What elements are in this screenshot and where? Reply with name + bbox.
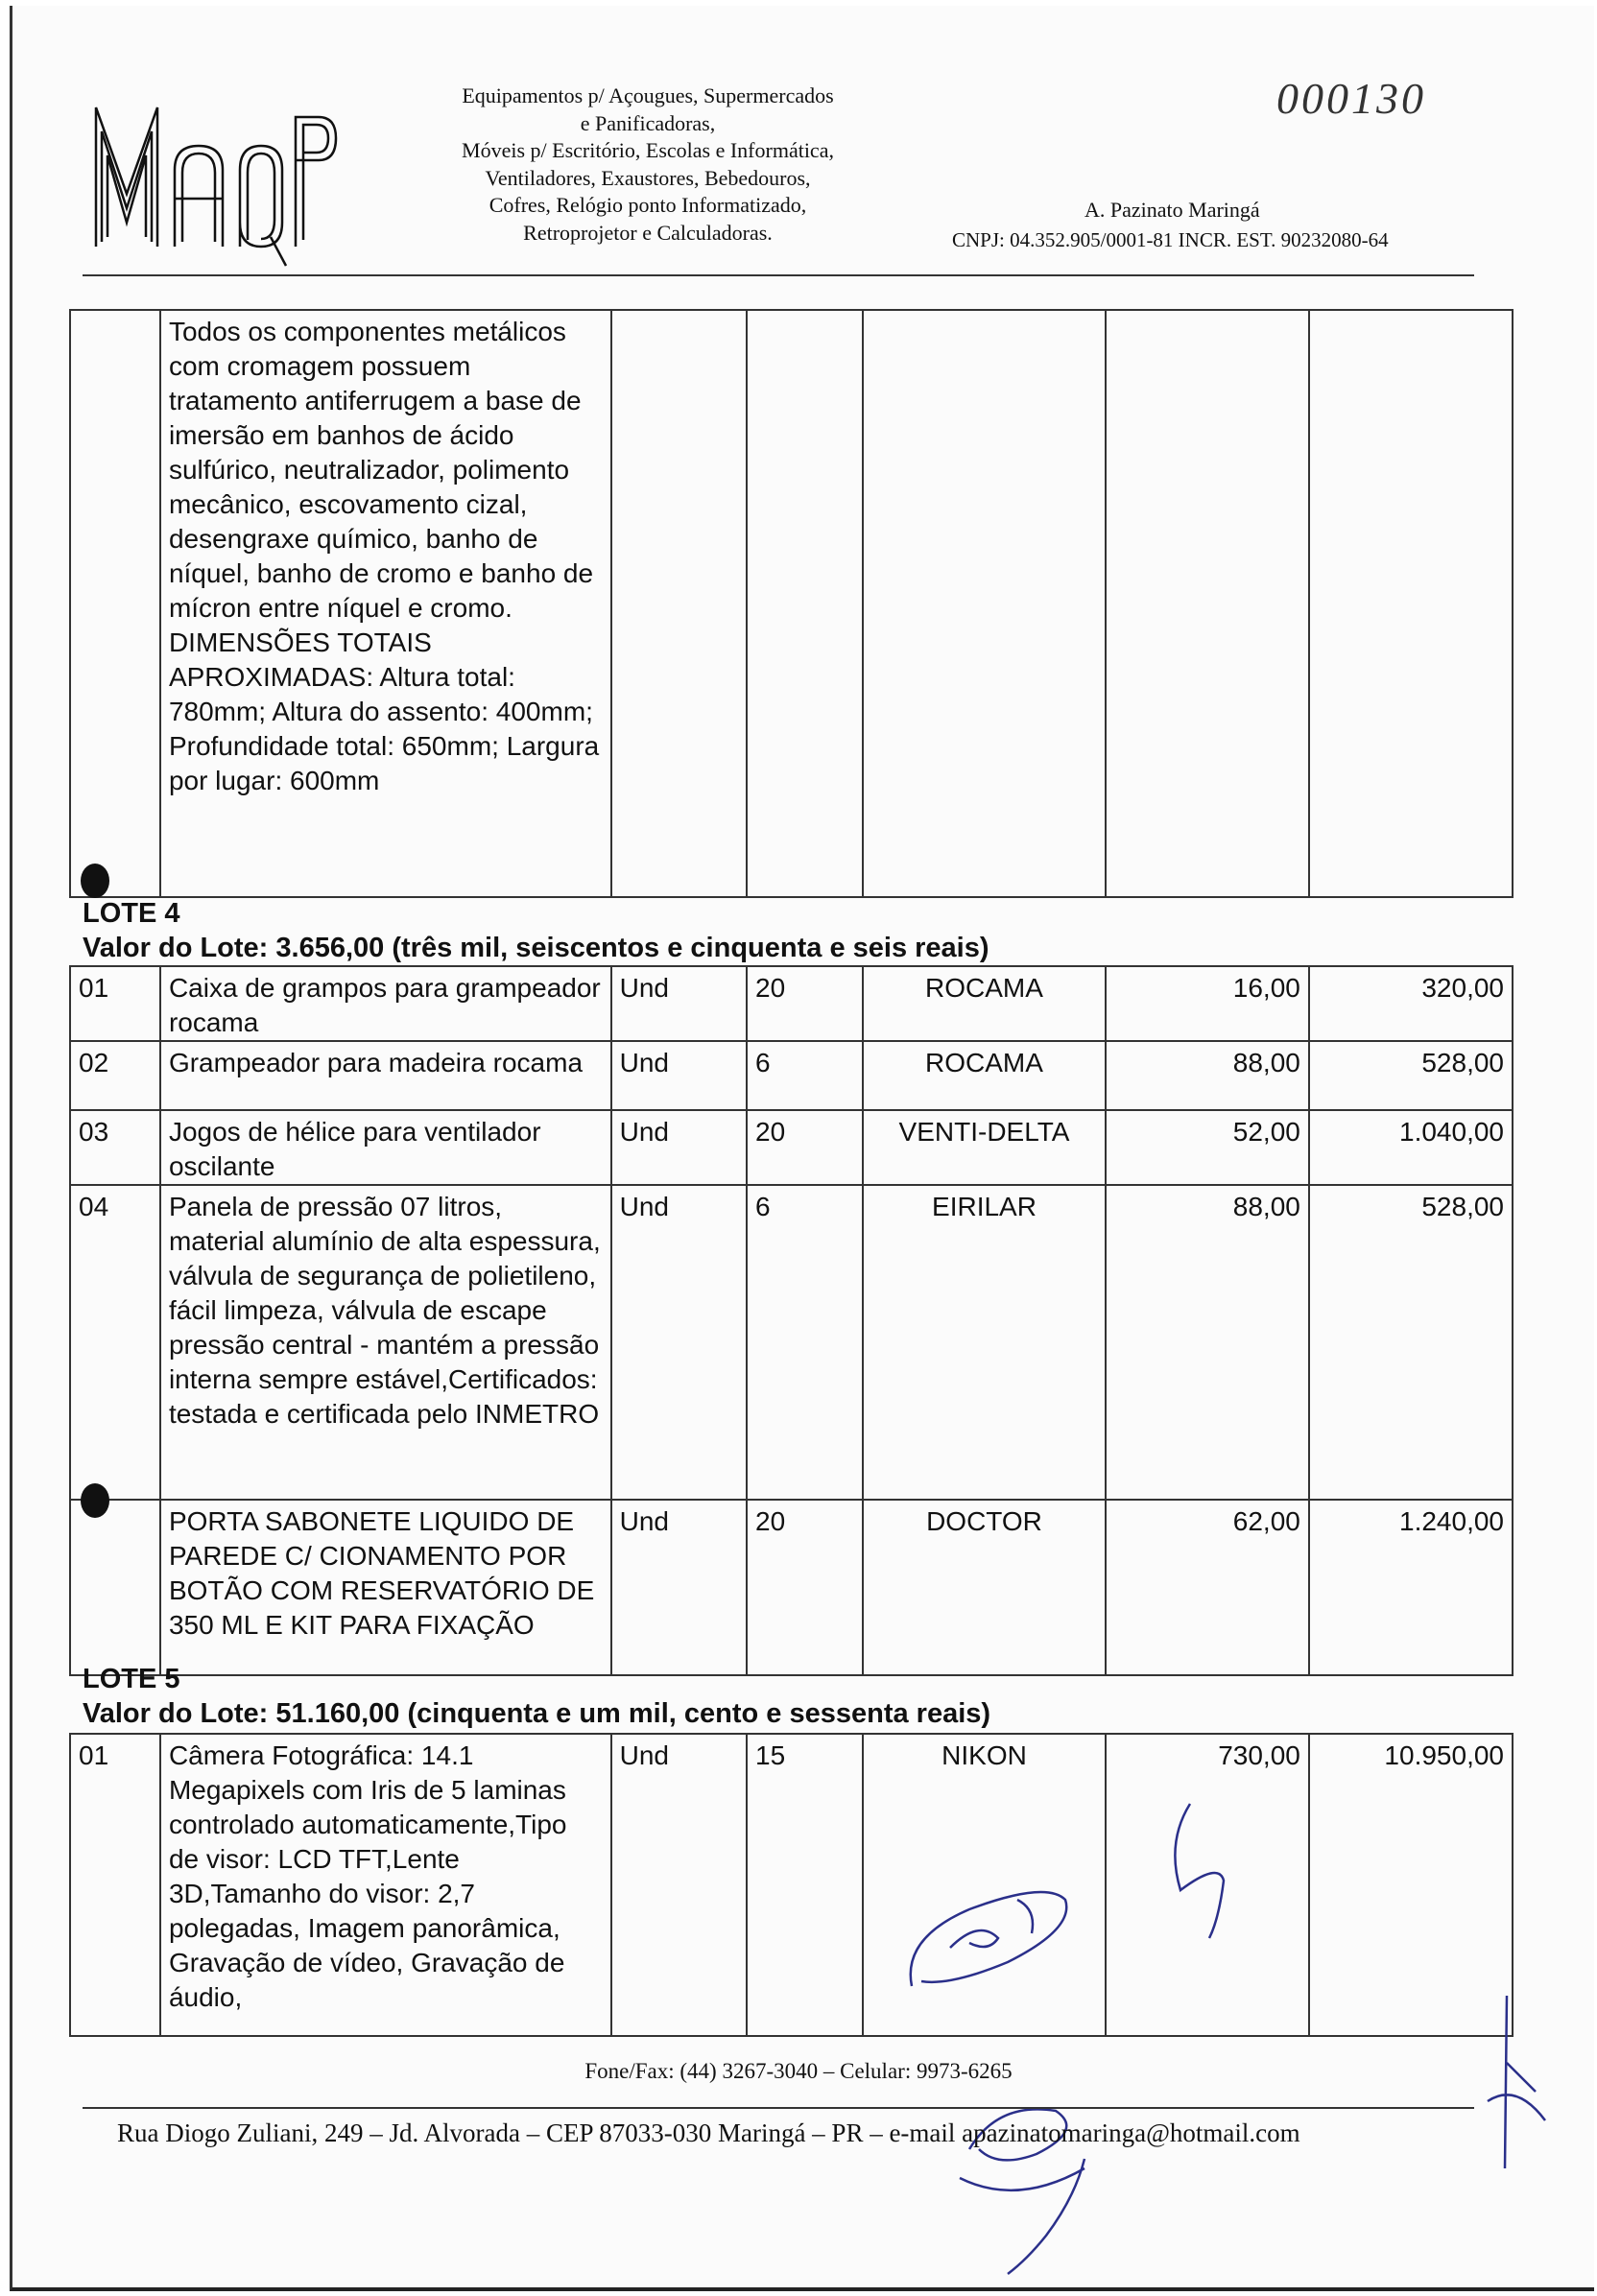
table-row: [70, 1110, 1513, 1185]
total-cell: 528,00: [1309, 1185, 1513, 1500]
brand-cell: [863, 310, 1106, 897]
total-cell: 1.240,00: [1309, 1500, 1513, 1675]
unit-cell: [611, 310, 747, 897]
table-row: [70, 310, 1513, 897]
handwritten-initials: [893, 1785, 1296, 2015]
continued-item-table: [69, 309, 1514, 898]
lot-4-title: LOTE 4: [83, 898, 180, 929]
qty-cell: 6: [747, 1041, 863, 1110]
brand-cell: DOCTOR: [863, 1500, 1106, 1675]
brand-cell: ROCAMA: [863, 966, 1106, 1041]
signature-stroke: [1175, 1804, 1224, 1938]
qty-cell: 15: [747, 1734, 863, 2036]
table-row: [70, 1185, 1513, 1500]
unit-cell: Und: [611, 1110, 747, 1185]
document-number: 000130: [1276, 74, 1426, 123]
table-row: [70, 1500, 1513, 1675]
company-owner: A. Pazinato Maringá: [1085, 198, 1260, 222]
unit-price-cell: 16,00: [1106, 966, 1309, 1041]
company-description: [413, 83, 883, 247]
item-number-cell: [70, 310, 160, 897]
total-cell: 320,00: [1309, 966, 1513, 1041]
brand-cell: VENTI-DELTA: [863, 1110, 1106, 1185]
lot-5-table: [69, 1733, 1514, 2037]
brand-cell: ROCAMA: [863, 1041, 1106, 1110]
table-row: [70, 1041, 1513, 1110]
punch-hole-mark: [81, 864, 109, 898]
maqpaz-logo-graphic: [88, 79, 340, 271]
unit-cell: Und: [611, 966, 747, 1041]
punch-hole-mark: [81, 1483, 109, 1518]
item-number-cell: 04: [70, 1185, 160, 1500]
company-line: Equipamentos p/ Açougues, Supermercados: [462, 83, 834, 107]
company-line: Móveis p/ Escritório, Escolas e Informática,: [462, 138, 834, 162]
unit-price-cell: 88,00: [1106, 1185, 1309, 1500]
unit-cell: Und: [611, 1500, 747, 1675]
unit-cell: Und: [611, 1734, 747, 2036]
qty-cell: [747, 310, 863, 897]
footer-phone: Fone/Fax: (44) 3267-3040 – Celular: 9973-6265: [584, 2059, 1013, 2083]
table-row: [70, 966, 1513, 1041]
lot-4-value: Valor do Lote: 3.656,00 (três mil, seiscentos e cinquenta e seis reais): [83, 933, 989, 963]
item-number-cell: 01: [70, 1734, 160, 2036]
header-divider: [83, 274, 1474, 276]
total-cell: 1.040,00: [1309, 1110, 1513, 1185]
item-number-cell: 01: [70, 966, 160, 1041]
footer-divider: [83, 2107, 1474, 2109]
qty-cell: 20: [747, 1500, 863, 1675]
item-description-cell: Caixa de grampos para grampeador rocama: [160, 966, 611, 1041]
lot-5-value: Valor do Lote: 51.160,00 (cinquenta e um mil, cento e sessenta reais): [83, 1698, 991, 1729]
signature-stroke: [911, 1892, 1067, 1986]
qty-cell: 20: [747, 966, 863, 1041]
item-description-cell: Câmera Fotográfica: 14.1 Megapixels com Iris de 5 laminas controlado automaticamente,Tipo de visor: LCD TFT,Lente 3D,Tamanho do visor: 2,7 polegadas, Imagem panorâmica, Gravação de vídeo, Gravação de áudio,: [160, 1734, 611, 2036]
item-description-cell: PORTA SABONETE LIQUIDO DE PAREDE C/ CIONAMENTO POR BOTÃO COM RESERVATÓRIO DE 350 ML E KIT PARA FIXAÇÃO: [160, 1500, 611, 1675]
table-row: [70, 1734, 1513, 2036]
unit-price-cell: 52,00: [1106, 1110, 1309, 1185]
item-description-cell: Jogos de hélice para ventilador oscilante: [160, 1110, 611, 1185]
item-description-cell: Panela de pressão 07 litros, material alumínio de alta espessura, válvula de segurança de polietileno, fácil limpeza, válvula de escape pressão central - mantém a pressão interna sempre estável,Certificados: testada e certificada pelo INMETRO: [160, 1185, 611, 1500]
total-cell: 528,00: [1309, 1041, 1513, 1110]
unit-cell: Und: [611, 1041, 747, 1110]
brand-cell: NIKON: [863, 1734, 1106, 2036]
company-logo: [88, 79, 340, 271]
unit-price-cell: 62,00: [1106, 1500, 1309, 1675]
total-cell: 10.950,00: [1309, 1734, 1513, 2036]
unit-cell: Und: [611, 1185, 747, 1500]
item-description-cell: Grampeador para madeira rocama: [160, 1041, 611, 1110]
company-line: e Panificadoras,: [580, 110, 716, 135]
qty-cell: 6: [747, 1185, 863, 1500]
item-description-cell: Todos os componentes metálicos com cromagem possuem tratamento antiferrugem a base de imersão em banhos de ácido sulfúrico, neutralizador, polimento mecânico, escovamento cizal, desengraxe químico, banho de níquel, banho de cromo e banho de mícron entre níquel e cromo. DIMENSÕES TOTAIS APROXIMADAS: Altura total: 780mm; Altura do assento: 400mm; Profundidade total: 650mm; Largura por lugar: 600mm: [160, 310, 611, 897]
qty-cell: 20: [747, 1110, 863, 1185]
unit-price-cell: [1106, 310, 1309, 897]
unit-price-cell: 88,00: [1106, 1041, 1309, 1110]
lot-5-title: LOTE 5: [83, 1664, 180, 1694]
unit-price-cell: 730,00: [1106, 1734, 1309, 2036]
lot-4-table: [69, 965, 1514, 1676]
company-line: Cofres, Relógio ponto Informatizado,: [489, 193, 807, 217]
company-line: Retroprojetor e Calculadoras.: [523, 220, 773, 245]
item-number-cell: [70, 1500, 160, 1675]
brand-cell: EIRILAR: [863, 1185, 1106, 1500]
total-cell: [1309, 310, 1513, 897]
company-cnpj: CNPJ: 04.352.905/0001-81 INCR. EST. 90232080-64: [952, 228, 1389, 251]
footer-address: Rua Diogo Zuliani, 249 – Jd. Alvorada – CEP 87033-030 Maringá – PR – e-mail apazinatomaringa@hotmail.com: [117, 2118, 1300, 2147]
item-number-cell: 02: [70, 1041, 160, 1110]
company-line: Ventiladores, Exaustores, Bebedouros,: [485, 165, 811, 190]
item-number-cell: 03: [70, 1110, 160, 1185]
